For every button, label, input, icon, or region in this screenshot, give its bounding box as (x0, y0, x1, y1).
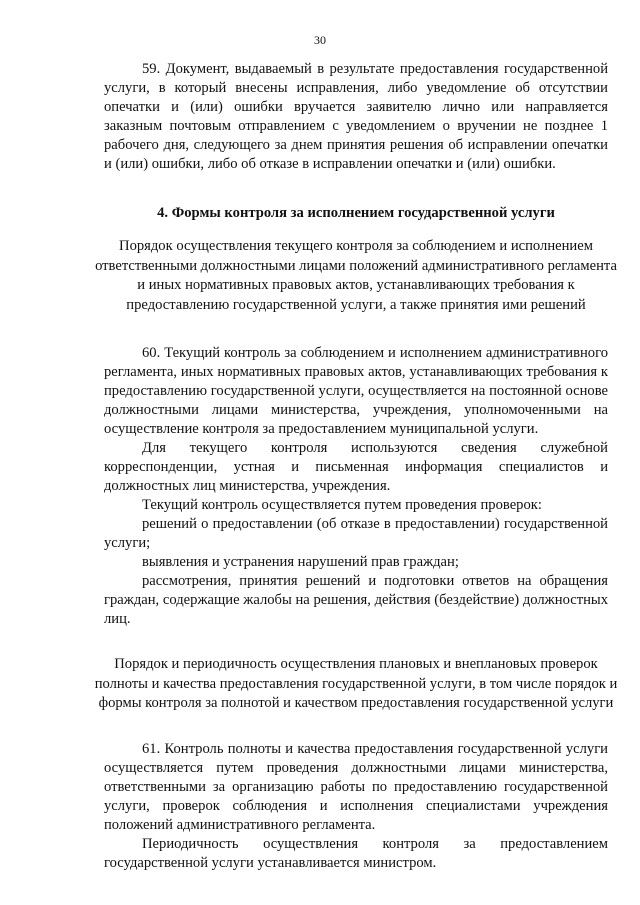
paragraph-60: 60. Текущий контроль за соблюдением и исполнением административного регламента, иных нормативных правовых актов, устанавливающих требования к предоставлению государственной услуги, осуществляется на постоянной основе должностными лицами министерства, учреждения, уполномоченными на осуществление контроля за предоставлением муниципальной услуги. (104, 345, 608, 437)
document-body (94, 60, 618, 873)
paragraph-60-item-1: решений о предоставлении (об отказе в предоставлении) государственной услуги; (104, 516, 608, 551)
subheading-current-control: Порядок осуществления текущего контроля за соблюдением и исполнением ответственными должностными лицами положений административного регламента и иных нормативных правовых актов, устанавливающих требования к предоставлению государственной услуги, а также принятия ими решений (95, 238, 617, 313)
paragraph-59: 59. Документ, выдаваемый в результате предоставления государственной услуги, в который внесены исправления, либо уведомление об отсутствии опечатки и (или) ошибки вручается заявителю лично или направляется заказным почтовым отправлением с уведомлением о вручении не позднее 1 рабочего дня, следующего за днем принятия решения об исправлении опечатки и (или) ошибки, либо об отказе в исправлении опечатки и (или) ошибки. (104, 61, 608, 172)
page-number: 30 (314, 33, 326, 47)
section-4-heading: 4. Формы контроля за исполнением государственной услуги (157, 205, 555, 221)
paragraph-60-item-3: рассмотрения, принятия решений и подготовки ответов на обращения граждан, содержащие жалобы на решения, действия (бездействие) должностных лиц. (104, 573, 608, 627)
spacer (104, 629, 608, 655)
spacer (104, 315, 608, 344)
paragraph-60-checks: Текущий контроль осуществляется путем проведения проверок: (142, 497, 542, 513)
paragraph-61-periodicity: Периодичность осуществления контроля за предоставлением государственной услуги устанавливается министром. (104, 835, 608, 871)
paragraph-60-item-2: выявления и устранения нарушений прав граждан; (142, 554, 459, 570)
paragraph-61: 61. Контроль полноты и качества предоставления государственной услуги осуществляется путем проведения должностными лицами министерства, ответственными за организацию работы по предоставлению государственной услуги, проверок соблюдения и исполнения специалистами учреждения положений административного регламента. (104, 740, 608, 833)
subheading-inspections: Порядок и периодичность осуществления плановых и внеплановых проверок полноты и качества предоставления государственной услуги, в том числе порядок и формы контроля за полнотой и качеством предоставления государственной услуги (94, 656, 618, 711)
paragraph-60-sources: Для текущего контроля используются сведения служебной корреспонденции, устная и письменная информация специалистов и должностных лиц министерства, учреждения. (104, 440, 608, 494)
spacer (104, 714, 608, 740)
